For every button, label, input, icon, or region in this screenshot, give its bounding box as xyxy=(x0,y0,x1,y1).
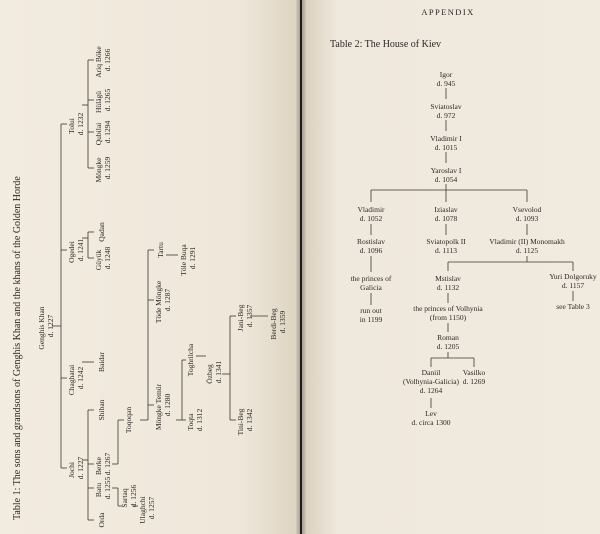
node-sviatoslav: Sviatoslav d. 972 xyxy=(430,102,462,120)
node-iziaslav: Iziaslav d. 1078 xyxy=(434,205,458,223)
kiev-tree-lines xyxy=(371,88,573,408)
node-mongke: Möngke d. 1259 xyxy=(94,156,112,183)
node-tartu: Tartu xyxy=(156,242,165,258)
node-berke: Berke d. 1267 xyxy=(94,452,112,476)
node-vladimir-i: Vladimir I d. 1015 xyxy=(430,134,462,152)
node-baidar: Baidar xyxy=(97,352,106,372)
node-batu: Batu d. 1255 xyxy=(94,476,112,500)
node-hulagu: Hülägü d. 1265 xyxy=(94,88,112,114)
node-ogedei: Ogedei d. 1241 xyxy=(67,238,85,263)
node-tini-beg: Tini-Beg d. 1342 xyxy=(236,408,254,436)
node-vladimir-monomakh: Vladimir (II) Monomakh d. 1125 xyxy=(489,237,565,255)
node-tode-mongke: Töde Möngke d. 1287 xyxy=(154,280,172,324)
node-qubilai: Qubilai d. 1294 xyxy=(94,120,112,146)
node-jani-beg: Jani-Beg d. 1357 xyxy=(236,304,254,332)
node-vsevolod: Vsevolod d. 1093 xyxy=(512,205,542,223)
running-head: APPENDIX xyxy=(421,7,475,17)
table-2-title: Table 2: The House of Kiev xyxy=(330,39,442,50)
node-sviatopolk-ii: Sviatopolk II d. 1113 xyxy=(426,237,466,255)
node-ozbeg: Özbeg d. 1341 xyxy=(205,360,223,384)
node-yaroslav-i: Yaroslav I d. 1054 xyxy=(430,166,462,184)
see-table-3: see Table 3 xyxy=(556,302,590,311)
table-1-title: Table 1: The sons and grandsons of Genghis Khan and the khans of the Golden Horde xyxy=(12,176,23,520)
node-ulaghchi: Ulaghchi d. 1257 xyxy=(138,496,156,524)
node-shiban: Shiban xyxy=(97,399,106,421)
node-roman: Roman d. 1205 xyxy=(436,333,460,351)
node-rostislav: Rostislav d. 1096 xyxy=(357,237,385,255)
node-vasilko: Vasilko d. 1269 xyxy=(462,368,486,386)
node-toqta: Toqta d. 1312 xyxy=(186,408,204,432)
node-run-out: run out in 1199 xyxy=(359,306,383,324)
node-daniil: Daniil (Volhynia-Galicia) d. 1264 xyxy=(402,368,460,395)
node-ariq-boke: Ariq Böke d. 1266 xyxy=(94,46,112,78)
node-mstislav: Mstislav d. 1132 xyxy=(435,274,461,292)
node-princes-of-volhynia: the princes of Volhynia (from 1150) xyxy=(413,304,483,322)
node-princes-of-galicia: the princes of Galicia xyxy=(350,274,392,292)
node-genghis-khan: Genghis Khan d. 1227 xyxy=(37,306,55,350)
node-berdi-beg: Berdi-Beg d. 1359 xyxy=(269,308,287,340)
node-tolui: Tolui d. 1232 xyxy=(67,112,85,136)
node-tole-buqa: Töle Buqa d. 1291 xyxy=(179,244,197,276)
node-qadan: Qadan xyxy=(97,222,106,242)
node-toqoqan: Toqoqan xyxy=(124,406,133,434)
node-lev: Lev d. circa 1300 xyxy=(411,409,451,427)
node-toghrilcha: Toghrilcha xyxy=(186,343,195,377)
node-guyuk: Güyük d. 1248 xyxy=(94,246,112,271)
node-yuri-dolgoruky: Yuri Dolgoruky d. 1157 xyxy=(549,272,597,290)
node-mongke-temur: Möngke Temür d. 1280 xyxy=(154,383,172,431)
node-orda: Orda xyxy=(97,512,106,528)
node-sartaq: Sartaq d. 1256 xyxy=(120,484,138,508)
node-igor: Igor d. 945 xyxy=(436,70,456,88)
node-jochi: Jochi d. 1227 xyxy=(67,456,85,480)
node-chaghatai: Chaghatai d. 1242 xyxy=(67,364,85,396)
node-vladimir: Vladimir d. 1052 xyxy=(357,205,385,223)
